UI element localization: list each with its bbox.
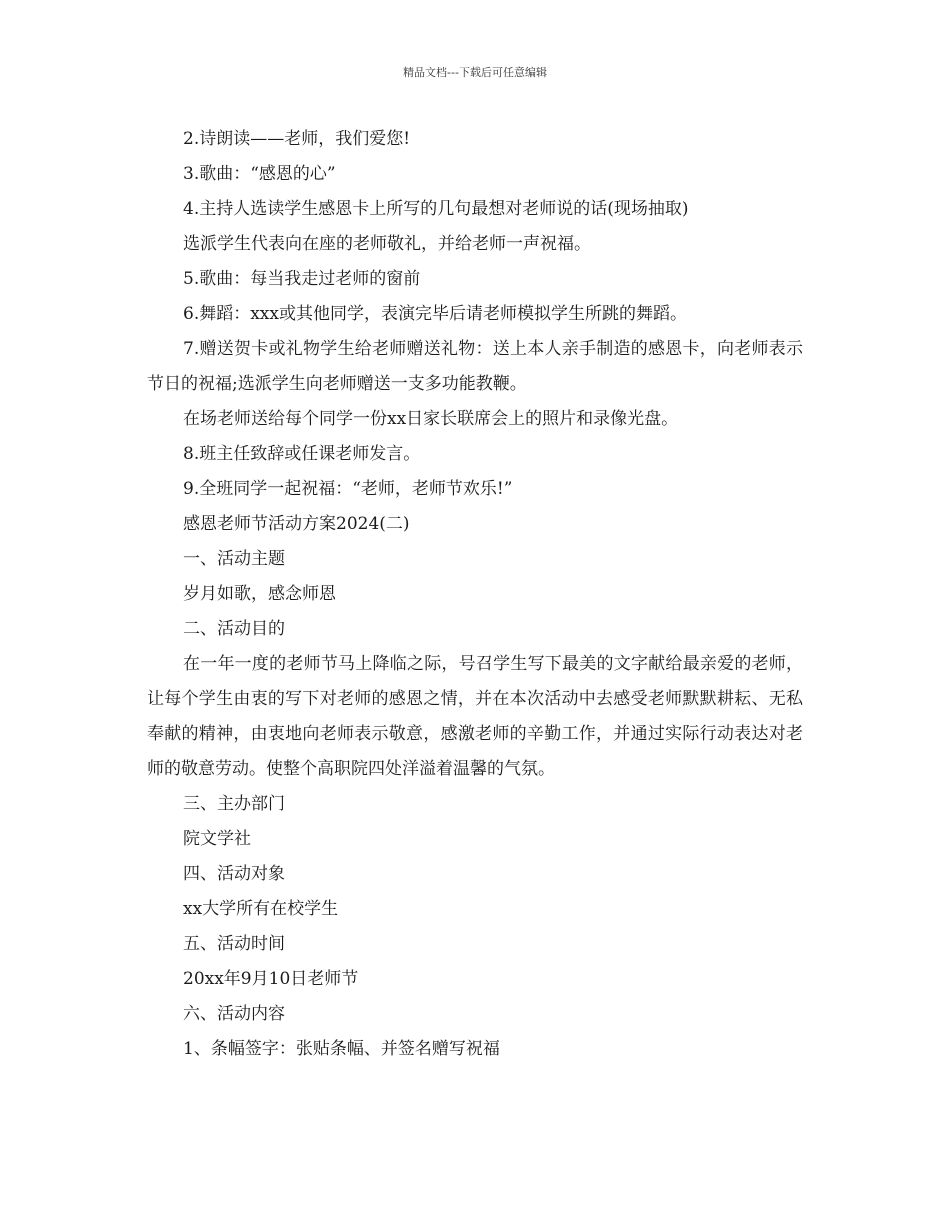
text-line: 岁月如歌，感念师恩 <box>183 584 336 604</box>
section-heading: 三、主办部门 <box>183 794 285 814</box>
section-heading: 二、活动目的 <box>183 619 285 639</box>
text-line: 在场老师送给每个同学一份xx日家长联席会上的照片和录像光盘。 <box>183 409 679 429</box>
text-line: 6.舞蹈：xxx或其他同学，表演完毕后请老师模拟学生所跳的舞蹈。 <box>183 304 687 324</box>
section-heading: 一、活动主题 <box>183 549 285 569</box>
text-line: 2.诗朗读——老师，我们爱您! <box>183 129 411 149</box>
text-line: 4.主持人选读学生感恩卡上所写的几句最想对老师说的话(现场抽取) <box>183 199 689 219</box>
text-line: 1、条幅签字：张贴条幅、并签名赠写祝福 <box>183 1039 500 1059</box>
section-heading: 六、活动内容 <box>183 1004 285 1024</box>
text-line: 20xx年9月10日老师节 <box>183 969 359 989</box>
text-line: 3.歌曲：“感恩的心” <box>183 164 336 184</box>
text-line: 院文学社 <box>183 829 251 849</box>
text-line: 选派学生代表向在座的老师敬礼，并给老师一声祝福。 <box>183 234 591 254</box>
text-line: 9.全班同学一起祝福：“老师，老师节欢乐!” <box>183 479 513 499</box>
paragraph: 在一年一度的老师节马上降临之际，号召学生写下最美的文字献给最亲爱的老师，让每个学生由衷的写下对老师的感恩之情，并在本次活动中去感受老师默默耕耘、无私奉献的精神，由衷地向老师表示敬意，感激老师的辛勤工作，并通过实际行动表达对老师的敬意劳动。使整个高职院四处洋溢着温馨的气氛。 <box>147 654 803 779</box>
paragraph: 7.赠送贺卡或礼物学生给老师赠送礼物：送上本人亲手制造的感恩卡，向老师表示节日的祝福;选派学生向老师赠送一支多功能教鞭。 <box>147 339 803 394</box>
text-line: 8.班主任致辞或任课老师发言。 <box>183 444 421 464</box>
section-heading: 五、活动时间 <box>183 934 285 954</box>
page-header: 精品文档---下载后可任意编辑 <box>403 66 547 79</box>
section-title: 感恩老师节活动方案2024(二) <box>183 514 410 534</box>
document-body <box>147 122 803 1067</box>
text-line: 5.歌曲：每当我走过老师的窗前 <box>183 269 421 289</box>
text-line: xx大学所有在校学生 <box>183 899 339 919</box>
section-heading: 四、活动对象 <box>183 864 285 884</box>
